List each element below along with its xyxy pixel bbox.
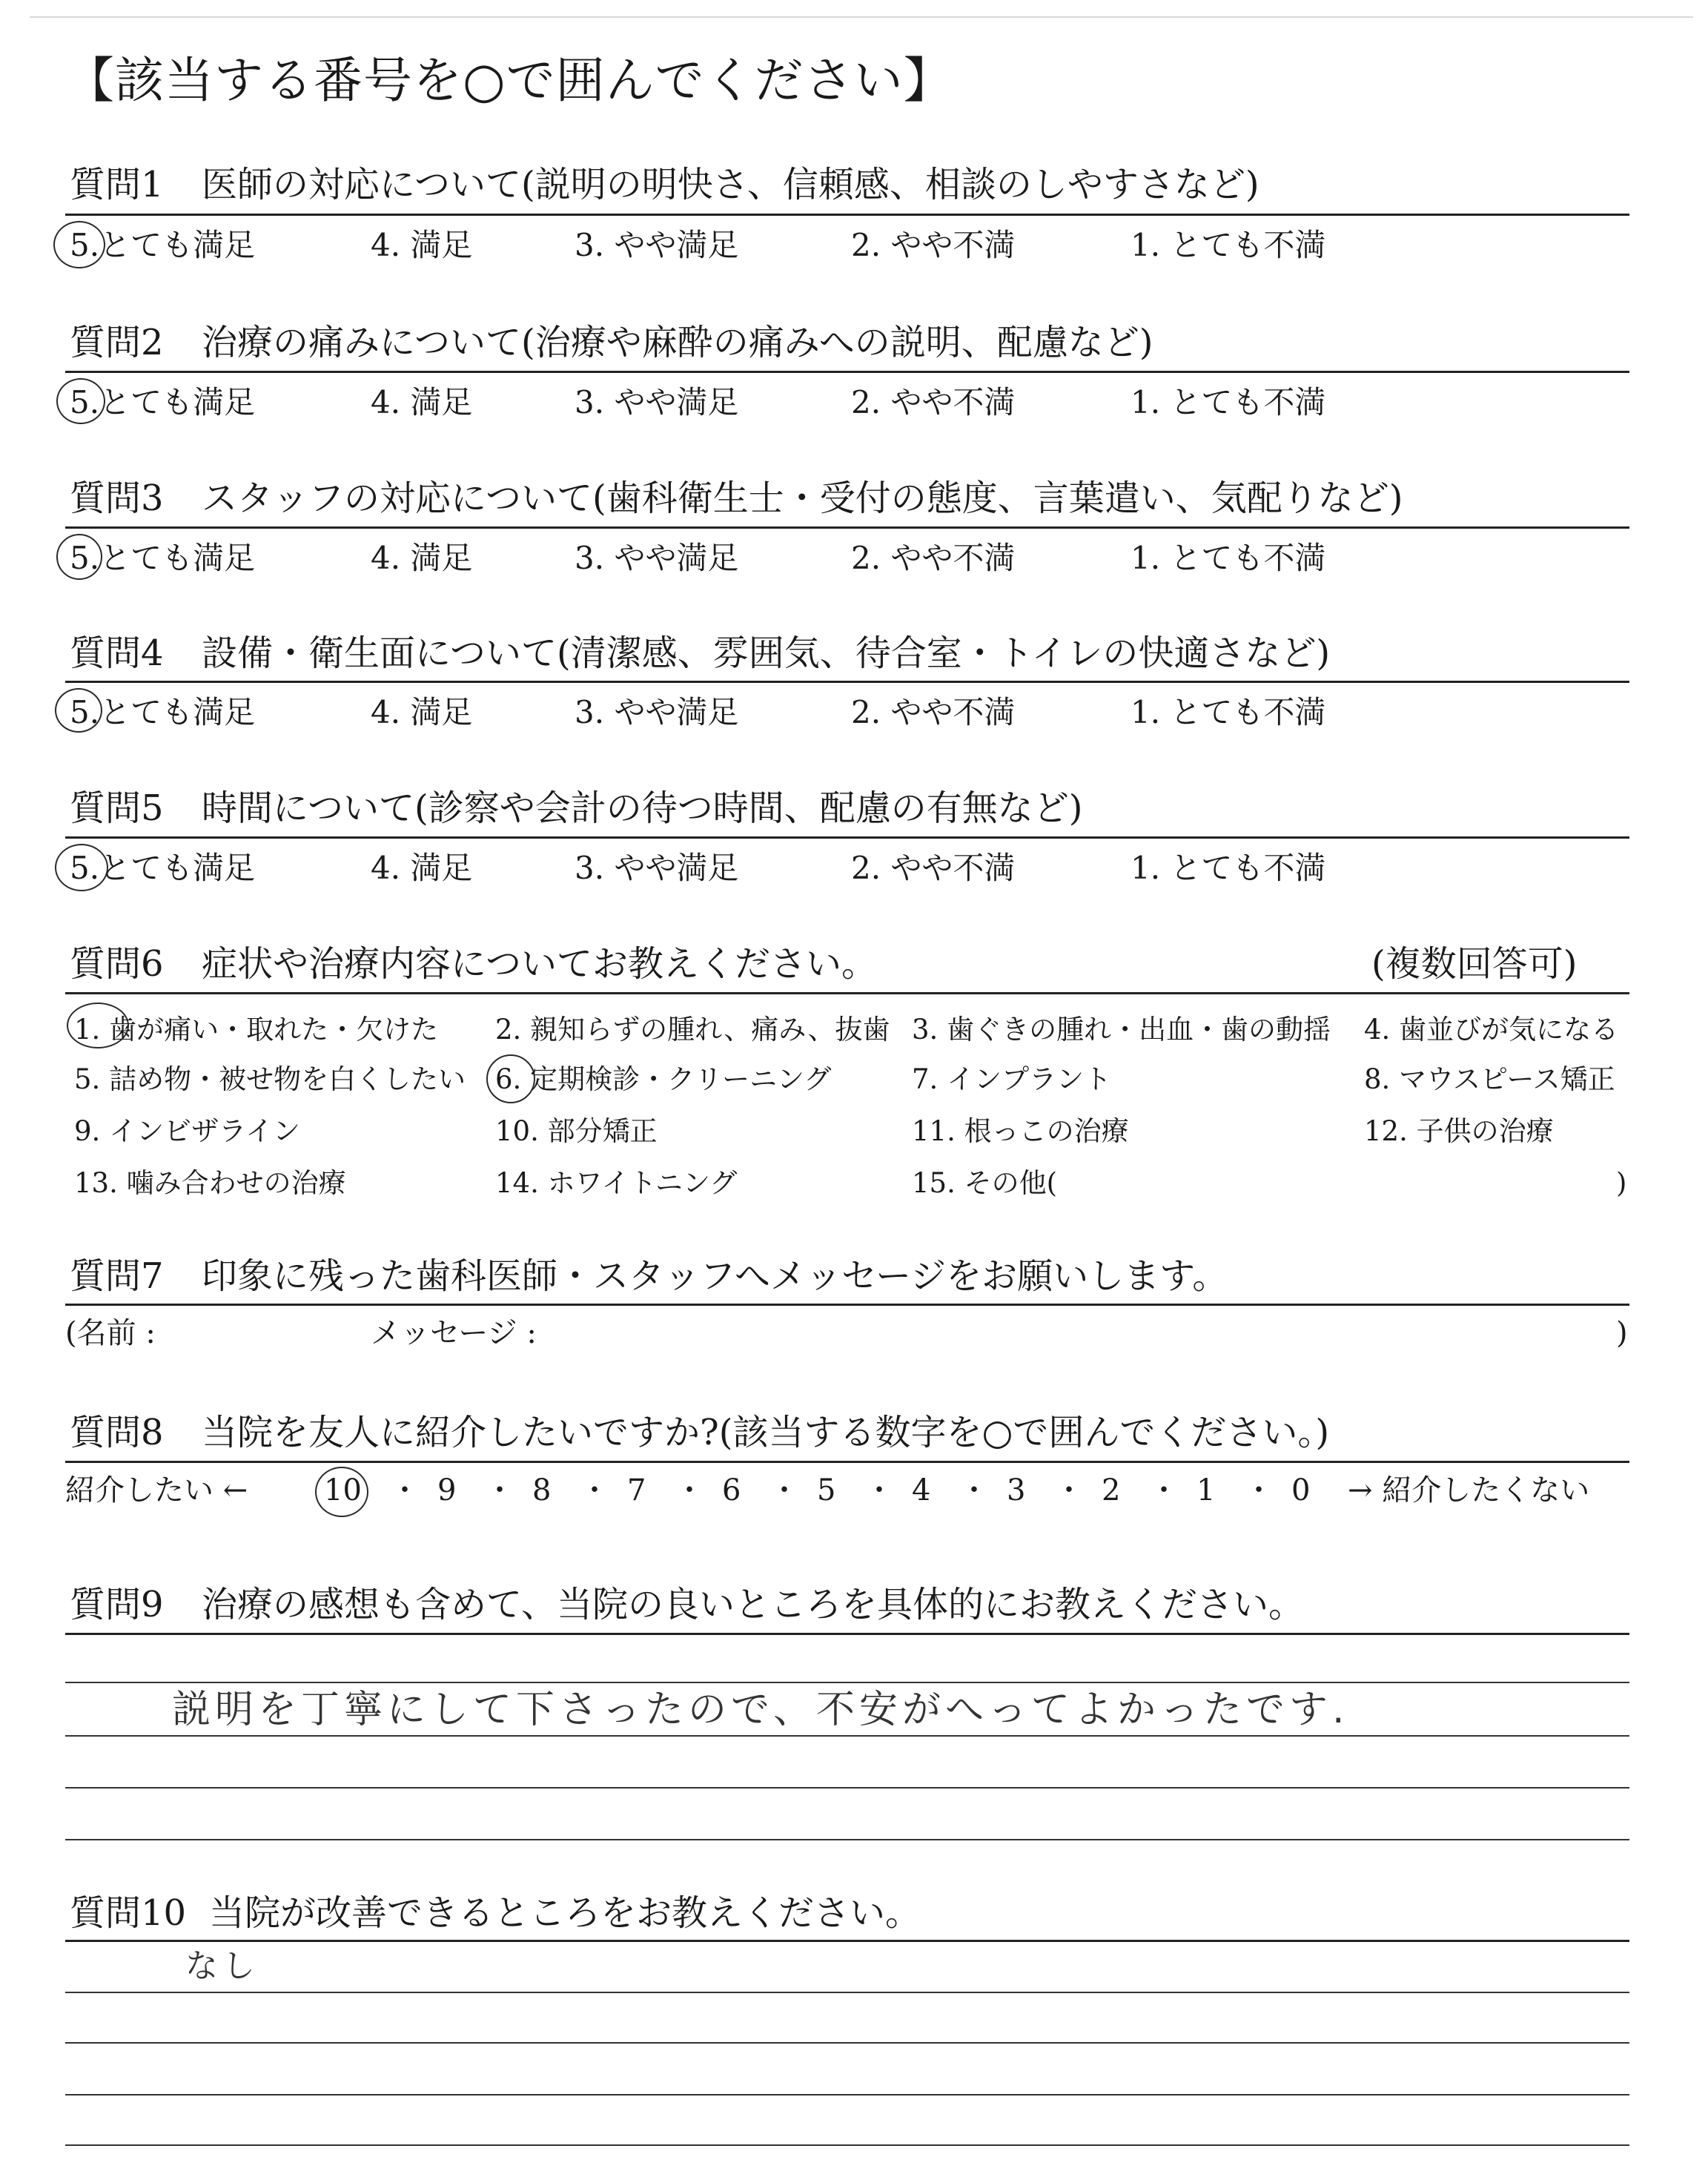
scale-1[interactable]: 1 — [1196, 1473, 1216, 1507]
writing-line — [65, 2144, 1629, 2146]
scale-2[interactable]: 2 — [1102, 1473, 1121, 1507]
q6-option-2[interactable]: 2. 親知らずの腫れ、痛み、抜歯 — [495, 1014, 890, 1046]
question-divider — [65, 1461, 1629, 1463]
question-text: 時間について(診察や会計の待つ時間、配慮の有無など) — [202, 787, 1083, 829]
question-number: 質問6 — [70, 943, 164, 985]
top-edge-line — [30, 16, 1693, 18]
scale-separator: ・ — [485, 1473, 514, 1507]
q6-other-close-paren: ) — [1616, 1167, 1627, 1199]
q6-option-14[interactable]: 14. ホワイトニング — [495, 1167, 738, 1199]
q6-option-1[interactable]: 1. 歯が痛い・取れた・欠けた — [74, 1014, 439, 1046]
question-divider — [65, 992, 1629, 994]
question-4 — [70, 633, 1331, 674]
q6-option-3[interactable]: 3. 歯ぐきの腫れ・出血・歯の動揺 — [912, 1014, 1331, 1046]
q4-option-5[interactable]: 5.とても満足 — [70, 694, 256, 730]
q6-option-10[interactable]: 10. 部分矯正 — [495, 1115, 658, 1147]
q1-option-5[interactable]: 5.とても満足 — [70, 227, 256, 263]
scale-3[interactable]: 3 — [1007, 1473, 1026, 1507]
question-number: 質問3 — [70, 478, 164, 519]
q5-option-1[interactable]: 1. とても不満 — [1131, 850, 1326, 886]
q4-option-3[interactable]: 3. やや満足 — [575, 694, 739, 730]
question-1 — [70, 164, 1260, 205]
q3-option-2[interactable]: 2. やや不満 — [851, 540, 1016, 576]
scale-separator: ・ — [580, 1473, 609, 1507]
q1-option-2[interactable]: 2. やや不満 — [851, 227, 1016, 263]
q6-option-7[interactable]: 7. インプラント — [912, 1063, 1112, 1095]
question-7 — [70, 1255, 1228, 1297]
q10-handwritten-answer[interactable]: なし — [185, 1947, 259, 1985]
q5-option-4[interactable]: 4. 満足 — [371, 850, 473, 886]
writing-line — [65, 2094, 1629, 2095]
question-2 — [70, 322, 1153, 363]
scale-5[interactable]: 5 — [817, 1473, 836, 1507]
q6-option-6[interactable]: 6. 定期検診・クリーニング — [495, 1063, 832, 1095]
question-text: 印象に残った歯科医師・スタッフへメッセージをお願いします。 — [202, 1255, 1228, 1297]
writing-line — [65, 1787, 1629, 1789]
q2-option-5[interactable]: 5.とても満足 — [70, 384, 256, 420]
question-text: 当院が改善できるところをお教えください。 — [209, 1892, 921, 1934]
question-number: 質問7 — [70, 1255, 164, 1297]
recommend-left-label: 紹介したい ← — [65, 1473, 248, 1507]
q6-option-11[interactable]: 11. 根っこの治療 — [912, 1115, 1129, 1147]
question-number: 質問5 — [70, 787, 164, 829]
q9-handwritten-answer[interactable]: 説明を丁寧にして下さったので、不安がへってよかったです. — [172, 1688, 1349, 1732]
form-title: 【該当する番号を○で囲んでください】 — [65, 52, 953, 109]
question-number: 質問2 — [70, 322, 164, 363]
question-divider — [65, 371, 1629, 373]
question-text: 症状や治療内容についてお教えください。 — [202, 943, 878, 985]
writing-line — [65, 1735, 1629, 1737]
q5-option-5[interactable]: 5.とても満足 — [70, 850, 256, 886]
question-text: 治療の痛みについて(治療や麻酔の痛みへの説明、配慮など) — [202, 322, 1153, 363]
q6-option-4[interactable]: 4. 歯並びが気になる — [1364, 1014, 1619, 1046]
q4-option-2[interactable]: 2. やや不満 — [851, 694, 1016, 730]
question-number: 質問10 — [70, 1892, 187, 1934]
multiple-answers-note: (複数回答可) — [1371, 943, 1578, 985]
question-text: 設備・衛生面について(清潔感、雰囲気、待合室・トイレの快適さなど) — [202, 633, 1331, 674]
q1-option-4[interactable]: 4. 満足 — [371, 227, 473, 263]
question-divider — [65, 214, 1629, 216]
question-divider — [65, 526, 1629, 529]
q4-option-1[interactable]: 1. とても不満 — [1131, 694, 1326, 730]
q6-option-12[interactable]: 12. 子供の治療 — [1364, 1115, 1554, 1147]
q4-option-4[interactable]: 4. 満足 — [371, 694, 473, 730]
question-text: 治療の感想も含めて、当院の良いところを具体的にお教えください。 — [202, 1584, 1305, 1625]
question-divider — [65, 1633, 1629, 1635]
scale-separator: ・ — [390, 1473, 420, 1507]
recommend-right-label: → 紹介したくない — [1348, 1473, 1590, 1507]
scale-separator: ・ — [1054, 1473, 1084, 1507]
q7-close-paren: ) — [1616, 1316, 1628, 1350]
scale-9[interactable]: 9 — [437, 1473, 457, 1507]
question-8 — [70, 1412, 1330, 1453]
question-10 — [70, 1892, 921, 1934]
writing-line — [65, 1682, 1629, 1683]
q5-option-2[interactable]: 2. やや不満 — [851, 850, 1016, 886]
question-text: 医師の対応について(説明の明快さ、信頼感、相談のしやすさなど) — [202, 164, 1260, 205]
q6-option-15[interactable]: 15. その他( — [912, 1167, 1058, 1199]
message-field-label: メッセージ : — [371, 1316, 537, 1350]
q6-option-9[interactable]: 9. インビザライン — [74, 1115, 300, 1147]
scale-4[interactable]: 4 — [912, 1473, 931, 1507]
scale-separator: ・ — [675, 1473, 704, 1507]
q3-option-3[interactable]: 3. やや満足 — [575, 540, 739, 576]
question-6 — [70, 943, 878, 985]
writing-line — [65, 2042, 1629, 2044]
q2-option-3[interactable]: 3. やや満足 — [575, 384, 739, 420]
scale-separator: ・ — [864, 1473, 894, 1507]
question-divider — [65, 1304, 1629, 1306]
writing-line — [65, 1992, 1629, 1993]
scale-7[interactable]: 7 — [627, 1473, 646, 1507]
question-3 — [70, 478, 1403, 519]
writing-line — [65, 1839, 1629, 1840]
q1-option-1[interactable]: 1. とても不満 — [1131, 227, 1326, 263]
name-field-label: (名前 : — [65, 1316, 156, 1350]
scale-0[interactable]: 0 — [1291, 1473, 1311, 1507]
scale-8[interactable]: 8 — [532, 1473, 552, 1507]
question-text: 当院を友人に紹介したいですか?(該当する数字を○で囲んでください。) — [202, 1412, 1330, 1453]
question-number: 質問1 — [70, 164, 164, 205]
question-divider — [65, 836, 1629, 839]
q6-option-13[interactable]: 13. 噛み合わせの治療 — [74, 1167, 346, 1199]
question-number: 質問9 — [70, 1584, 164, 1625]
q5-option-3[interactable]: 3. やや満足 — [575, 850, 739, 886]
q3-option-1[interactable]: 1. とても不満 — [1131, 540, 1326, 576]
q2-option-1[interactable]: 1. とても不満 — [1131, 384, 1326, 420]
question-number: 質問8 — [70, 1412, 164, 1453]
q6-option-5[interactable]: 5. 詰め物・被せ物を白くしたい — [74, 1063, 466, 1095]
q3-option-5[interactable]: 5.とても満足 — [70, 540, 256, 576]
q6-option-8[interactable]: 8. マウスピース矯正 — [1364, 1063, 1615, 1095]
q2-option-4[interactable]: 4. 満足 — [371, 384, 473, 420]
q1-option-3[interactable]: 3. やや満足 — [575, 227, 739, 263]
scale-separator: ・ — [959, 1473, 989, 1507]
scale-separator: ・ — [1244, 1473, 1274, 1507]
scale-6[interactable]: 6 — [722, 1473, 741, 1507]
question-divider — [65, 1940, 1629, 1942]
q3-option-4[interactable]: 4. 満足 — [371, 540, 473, 576]
question-9 — [70, 1584, 1305, 1625]
scale-separator: ・ — [1149, 1473, 1179, 1507]
scale-10[interactable]: 10 — [324, 1473, 362, 1507]
q2-option-2[interactable]: 2. やや不満 — [851, 384, 1016, 420]
scale-separator: ・ — [769, 1473, 799, 1507]
question-number: 質問4 — [70, 633, 164, 674]
question-text: スタッフの対応について(歯科衛生士・受付の態度、言葉遣い、気配りなど) — [202, 478, 1403, 519]
question-divider — [65, 681, 1629, 683]
question-5 — [70, 787, 1083, 829]
